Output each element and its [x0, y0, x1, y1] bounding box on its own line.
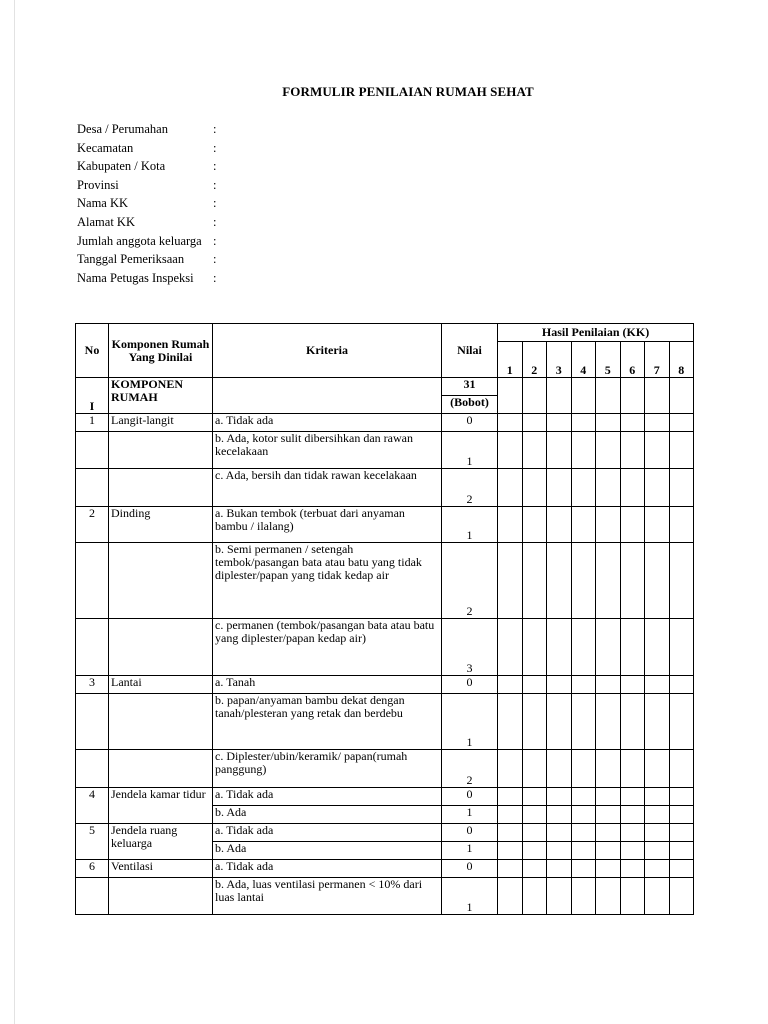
field-label: Tanggal Pemeriksaan — [77, 252, 185, 267]
field-label: Provinsi — [77, 177, 119, 192]
header-nilai: Nilai — [442, 324, 498, 378]
score-cell[interactable] — [620, 676, 645, 694]
score-cell[interactable] — [620, 469, 645, 507]
criteria-text: a. Tanah — [213, 676, 442, 694]
score-cell[interactable] — [522, 694, 547, 750]
score-cell[interactable] — [596, 469, 621, 507]
score-cell[interactable] — [669, 469, 694, 507]
field-label: Kabupaten / Kota — [77, 159, 166, 174]
score-cell[interactable] — [669, 694, 694, 750]
item-name — [109, 543, 213, 619]
score-cell[interactable] — [669, 806, 694, 824]
score-cell[interactable] — [669, 432, 694, 469]
section-name: KOMPONEN RUMAH — [109, 378, 213, 414]
header-kriteria: Kriteria — [213, 324, 442, 378]
score-cell[interactable] — [522, 507, 547, 543]
table-row — [76, 750, 694, 788]
score-cell[interactable] — [571, 878, 596, 915]
score-cell[interactable] — [522, 414, 547, 432]
table-row — [76, 414, 694, 432]
criteria-value: 0 — [442, 860, 498, 878]
score-cell[interactable] — [596, 788, 621, 806]
header-kk-7: 7 — [645, 342, 670, 378]
score-cell[interactable] — [547, 378, 572, 414]
item-name: Langit-langit — [109, 414, 213, 432]
item-no: 4 — [76, 788, 109, 824]
score-cell[interactable] — [522, 806, 547, 824]
score-cell[interactable] — [522, 676, 547, 694]
field-label: Kecamatan — [77, 140, 134, 155]
section-row — [76, 378, 694, 396]
header-fields — [77, 120, 217, 287]
field-provinsi[interactable] — [77, 176, 217, 195]
field-colon: : — [213, 177, 217, 192]
score-cell[interactable] — [596, 619, 621, 676]
header-kk-3: 3 — [547, 342, 572, 378]
score-cell[interactable] — [498, 824, 523, 842]
score-cell[interactable] — [571, 414, 596, 432]
score-cell[interactable] — [498, 860, 523, 878]
score-cell[interactable] — [620, 414, 645, 432]
score-cell[interactable] — [547, 694, 572, 750]
score-cell[interactable] — [669, 842, 694, 860]
score-cell[interactable] — [596, 414, 621, 432]
item-no — [76, 432, 109, 469]
score-cell[interactable] — [669, 414, 694, 432]
criteria-text: a. Tidak ada — [213, 788, 442, 806]
score-cell[interactable] — [571, 806, 596, 824]
header-kk-8: 8 — [669, 342, 694, 378]
criteria-value: 2 — [442, 469, 498, 507]
assessment-table — [75, 323, 694, 915]
score-cell[interactable] — [620, 806, 645, 824]
score-cell[interactable] — [547, 543, 572, 619]
field-label: Jumlah anggota keluarga — [77, 233, 202, 248]
score-cell[interactable] — [522, 842, 547, 860]
score-cell[interactable] — [645, 432, 670, 469]
item-name — [109, 878, 213, 915]
score-cell[interactable] — [596, 432, 621, 469]
criteria-text: a. Tidak ada — [213, 824, 442, 842]
field-petugas[interactable] — [77, 269, 217, 288]
section-no: I — [76, 378, 109, 414]
score-cell[interactable] — [669, 619, 694, 676]
criteria-text: b. papan/anyaman bambu dekat dengan tanah/plesteran yang retak dan berdebu — [213, 694, 442, 750]
score-cell[interactable] — [620, 432, 645, 469]
item-no — [76, 469, 109, 507]
score-cell[interactable] — [669, 543, 694, 619]
form-title: FORMULIR PENILAIAN RUMAH SEHAT — [282, 84, 534, 99]
score-cell[interactable] — [547, 619, 572, 676]
criteria-value: 0 — [442, 676, 498, 694]
score-cell[interactable] — [571, 432, 596, 469]
score-cell[interactable] — [547, 469, 572, 507]
score-cell[interactable] — [547, 878, 572, 915]
field-label: Nama KK — [77, 196, 129, 211]
score-cell[interactable] — [571, 860, 596, 878]
score-cell[interactable] — [522, 878, 547, 915]
score-cell[interactable] — [498, 878, 523, 915]
criteria-text: b. Semi permanen / setengah tembok/pasangan bata atau batu yang tidak diplester/papan yang tidak kedap air — [213, 543, 442, 619]
score-cell[interactable] — [620, 878, 645, 915]
field-colon: : — [213, 233, 217, 248]
score-cell[interactable] — [547, 750, 572, 788]
criteria-text: c. Diplester/ubin/keramik/ papan(rumah panggung) — [213, 750, 442, 788]
score-cell[interactable] — [498, 378, 523, 414]
table-row — [76, 676, 694, 694]
criteria-value: 0 — [442, 414, 498, 432]
score-cell[interactable] — [669, 824, 694, 842]
header-kk-4: 4 — [571, 342, 596, 378]
score-cell[interactable] — [620, 824, 645, 842]
score-cell[interactable] — [669, 507, 694, 543]
field-label: Alamat KK — [77, 214, 135, 229]
criteria-value: 1 — [442, 507, 498, 543]
score-cell[interactable] — [571, 824, 596, 842]
score-cell[interactable] — [669, 676, 694, 694]
criteria-value: 2 — [442, 750, 498, 788]
header-kk-1: 1 — [498, 342, 523, 378]
score-cell[interactable] — [522, 860, 547, 878]
score-cell[interactable] — [547, 860, 572, 878]
item-no: 6 — [76, 860, 109, 878]
score-cell[interactable] — [522, 619, 547, 676]
score-cell[interactable] — [669, 860, 694, 878]
table-row — [76, 788, 694, 806]
score-cell[interactable] — [645, 469, 670, 507]
score-cell[interactable] — [620, 750, 645, 788]
score-cell[interactable] — [547, 788, 572, 806]
score-cell[interactable] — [571, 469, 596, 507]
table-row — [76, 507, 694, 543]
item-name — [109, 694, 213, 750]
score-cell[interactable] — [645, 543, 670, 619]
criteria-text: b. Ada — [213, 806, 442, 824]
score-cell[interactable] — [498, 676, 523, 694]
score-cell[interactable] — [645, 842, 670, 860]
score-cell[interactable] — [669, 878, 694, 915]
score-cell[interactable] — [620, 378, 645, 414]
table-row — [76, 432, 694, 469]
field-colon: : — [213, 252, 217, 267]
score-cell[interactable] — [498, 694, 523, 750]
item-name — [109, 750, 213, 788]
score-cell[interactable] — [620, 860, 645, 878]
criteria-value: 1 — [442, 806, 498, 824]
score-cell[interactable] — [498, 788, 523, 806]
score-cell[interactable] — [522, 469, 547, 507]
header-hasil: Hasil Penilaian (KK) — [498, 324, 694, 342]
table-row — [76, 824, 694, 842]
score-cell[interactable] — [596, 676, 621, 694]
criteria-value: 1 — [442, 694, 498, 750]
score-cell[interactable] — [645, 694, 670, 750]
field-colon: : — [213, 140, 217, 155]
page-edge-line — [14, 0, 15, 1024]
score-cell[interactable] — [596, 842, 621, 860]
header-no: No — [76, 324, 109, 378]
criteria-text: a. Bukan tembok (terbuat dari anyaman bambu / ilalang) — [213, 507, 442, 543]
score-cell[interactable] — [498, 806, 523, 824]
header-kk-5: 5 — [596, 342, 621, 378]
item-name: Jendela kamar tidur — [109, 788, 213, 824]
table-row — [76, 543, 694, 619]
score-cell[interactable] — [620, 788, 645, 806]
field-label: Desa / Perumahan — [77, 122, 168, 136]
score-cell[interactable] — [498, 842, 523, 860]
score-cell[interactable] — [596, 806, 621, 824]
header-komponen: Komponen Rumah Yang Dinilai — [109, 324, 213, 378]
score-cell[interactable] — [645, 860, 670, 878]
table-row — [76, 469, 694, 507]
score-cell[interactable] — [571, 842, 596, 860]
item-no: 5 — [76, 824, 109, 860]
criteria-value: 0 — [442, 788, 498, 806]
score-cell[interactable] — [571, 788, 596, 806]
criteria-value: 1 — [442, 842, 498, 860]
item-no — [76, 619, 109, 676]
item-name: Lantai — [109, 676, 213, 694]
score-cell[interactable] — [645, 750, 670, 788]
score-cell[interactable] — [547, 432, 572, 469]
criteria-value: 1 — [442, 432, 498, 469]
item-name: Dinding — [109, 507, 213, 543]
score-cell[interactable] — [522, 788, 547, 806]
field-colon: : — [213, 122, 217, 136]
score-cell[interactable] — [498, 507, 523, 543]
score-cell[interactable] — [620, 619, 645, 676]
score-cell[interactable] — [596, 378, 621, 414]
score-cell[interactable] — [547, 414, 572, 432]
table-row — [76, 860, 694, 878]
field-kabupaten[interactable] — [77, 157, 217, 176]
score-cell[interactable] — [571, 543, 596, 619]
score-cell[interactable] — [498, 543, 523, 619]
score-cell[interactable] — [596, 750, 621, 788]
score-cell[interactable] — [620, 694, 645, 750]
item-no: 1 — [76, 414, 109, 432]
score-cell[interactable] — [498, 750, 523, 788]
score-cell[interactable] — [571, 619, 596, 676]
score-cell[interactable] — [498, 619, 523, 676]
criteria-text: a. Tidak ada — [213, 414, 442, 432]
score-cell[interactable] — [571, 676, 596, 694]
score-cell[interactable] — [547, 842, 572, 860]
table-row — [76, 694, 694, 750]
field-colon: : — [213, 159, 217, 174]
score-cell[interactable] — [645, 806, 670, 824]
field-nama-kk[interactable] — [77, 194, 217, 213]
field-label: Nama Petugas Inspeksi — [77, 270, 194, 285]
table-row — [76, 619, 694, 676]
section-bobot-label: (Bobot) — [442, 396, 498, 414]
item-no: 2 — [76, 507, 109, 543]
score-cell[interactable] — [547, 824, 572, 842]
item-name — [109, 469, 213, 507]
section-bobot-value: 31 — [442, 378, 498, 396]
criteria-value: 3 — [442, 619, 498, 676]
score-cell[interactable] — [596, 878, 621, 915]
criteria-text: a. Tidak ada — [213, 860, 442, 878]
score-cell[interactable] — [645, 676, 670, 694]
score-cell[interactable] — [645, 824, 670, 842]
criteria-value: 2 — [442, 543, 498, 619]
table-row — [76, 878, 694, 915]
score-cell[interactable] — [571, 694, 596, 750]
header-kk-2: 2 — [522, 342, 547, 378]
item-no — [76, 750, 109, 788]
score-cell[interactable] — [645, 378, 670, 414]
score-cell[interactable] — [571, 750, 596, 788]
item-no: 3 — [76, 676, 109, 694]
criteria-text: c. permanen (tembok/pasangan bata atau batu yang diplester/papan kedap air) — [213, 619, 442, 676]
item-name — [109, 432, 213, 469]
criteria-text: b. Ada, luas ventilasi permanen < 10% dari luas lantai — [213, 878, 442, 915]
score-cell[interactable] — [547, 806, 572, 824]
score-cell[interactable] — [498, 432, 523, 469]
field-tanggal[interactable] — [77, 250, 217, 269]
item-no — [76, 694, 109, 750]
field-desa[interactable] — [77, 120, 217, 139]
score-cell[interactable] — [596, 824, 621, 842]
score-cell[interactable] — [620, 507, 645, 543]
score-cell[interactable] — [645, 788, 670, 806]
criteria-text: b. Ada — [213, 842, 442, 860]
field-jumlah-anggota[interactable] — [77, 232, 217, 251]
score-cell[interactable] — [522, 750, 547, 788]
item-no — [76, 543, 109, 619]
score-cell[interactable] — [571, 378, 596, 414]
score-cell[interactable] — [498, 469, 523, 507]
score-cell[interactable] — [522, 378, 547, 414]
criteria-value: 1 — [442, 878, 498, 915]
score-cell[interactable] — [547, 676, 572, 694]
score-cell[interactable] — [669, 788, 694, 806]
item-name: Ventilasi — [109, 860, 213, 878]
score-cell[interactable] — [522, 824, 547, 842]
score-cell[interactable] — [571, 507, 596, 543]
criteria-text: c. Ada, bersih dan tidak rawan kecelakaan — [213, 469, 442, 507]
score-cell[interactable] — [596, 860, 621, 878]
score-cell[interactable] — [645, 619, 670, 676]
field-colon: : — [213, 214, 217, 229]
score-cell[interactable] — [620, 543, 645, 619]
item-name — [109, 619, 213, 676]
score-cell[interactable] — [596, 507, 621, 543]
item-name: Jendela ruang keluarga — [109, 824, 213, 860]
section-kriteria — [213, 378, 442, 414]
score-cell[interactable] — [645, 878, 670, 915]
score-cell[interactable] — [645, 414, 670, 432]
field-kecamatan[interactable] — [77, 139, 217, 158]
field-colon: : — [213, 270, 217, 285]
criteria-value: 0 — [442, 824, 498, 842]
score-cell[interactable] — [669, 378, 694, 414]
score-cell[interactable] — [620, 842, 645, 860]
field-alamat-kk[interactable] — [77, 213, 217, 232]
score-cell[interactable] — [498, 414, 523, 432]
header-kk-6: 6 — [620, 342, 645, 378]
criteria-text: b. Ada, kotor sulit dibersihkan dan rawan kecelakaan — [213, 432, 442, 469]
item-no — [76, 878, 109, 915]
field-colon: : — [213, 196, 217, 211]
score-cell[interactable] — [547, 507, 572, 543]
score-cell[interactable] — [596, 694, 621, 750]
score-cell[interactable] — [645, 507, 670, 543]
score-cell[interactable] — [522, 543, 547, 619]
score-cell[interactable] — [596, 543, 621, 619]
score-cell[interactable] — [522, 432, 547, 469]
score-cell[interactable] — [669, 750, 694, 788]
